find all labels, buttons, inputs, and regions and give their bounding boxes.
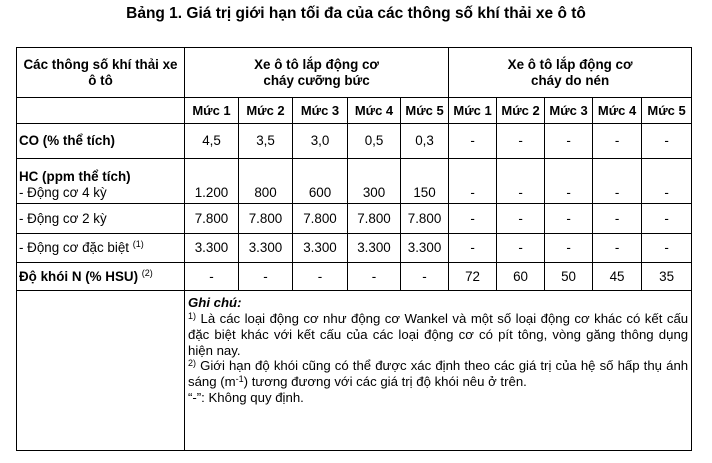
table-cell: - — [593, 159, 642, 204]
table-cell: 7.800 — [239, 204, 293, 234]
table-cell: - — [593, 234, 642, 263]
table-row-hc-special — [17, 234, 692, 263]
table-cell: - — [239, 263, 293, 291]
table-cell: 800 — [239, 159, 293, 204]
footnote-marker: (1) — [132, 239, 144, 250]
table-cell: 3,0 — [293, 124, 348, 159]
table-cell: - — [642, 234, 692, 263]
level-header: Mức 1 — [449, 98, 497, 124]
table-cell: - — [293, 263, 348, 291]
table-row-hc-2stroke — [17, 204, 692, 234]
table-title: Bảng 1. Giá trị giới hạn tối đa của các thông số khí thải xe ô tô — [126, 5, 586, 22]
table-cell: - — [348, 263, 401, 291]
table-cell: 3.300 — [185, 234, 239, 263]
level-header: Mức 4 — [348, 98, 401, 124]
group-header-spark-ignition — [185, 48, 449, 98]
table-cell: - — [401, 263, 449, 291]
table-cell: 0,5 — [348, 124, 401, 159]
table-cell: - — [497, 159, 545, 204]
table-cell: 150 — [401, 159, 449, 204]
table-cell: - — [449, 204, 497, 234]
table-cell: 60 — [497, 263, 545, 291]
table-cell: - — [185, 263, 239, 291]
table-cell: 4,5 — [185, 124, 239, 159]
table-cell: 50 — [545, 263, 593, 291]
table-cell: - — [449, 159, 497, 204]
table-cell: - — [593, 124, 642, 159]
level-header: Mức 1 — [185, 98, 239, 124]
note-2 — [188, 358, 688, 390]
level-header: Mức 5 — [401, 98, 449, 124]
table-cell: 3,5 — [239, 124, 293, 159]
table-cell: - — [642, 204, 692, 234]
empty-header-cell — [17, 98, 185, 124]
table-cell: 3.300 — [293, 234, 348, 263]
note-2-text-a: Giới hạn độ khói cũng có thể được xác định theo các giá trị của hệ số hấp thụ ánh sáng (m — [188, 358, 689, 390]
table-cell: 1.200 — [185, 159, 239, 204]
table-cell: 45 — [593, 263, 642, 291]
table-cell: - — [497, 234, 545, 263]
row-label-co: CO (% thể tích) — [17, 124, 185, 159]
table-cell: - — [497, 204, 545, 234]
header-row-levels — [17, 98, 692, 124]
group-label-line1: Xe ô tô lắp động cơ — [254, 56, 379, 72]
table-cell: - — [545, 234, 593, 263]
notes-title: Ghi chú: — [188, 295, 242, 310]
row-label-hc — [17, 159, 185, 204]
table-cell: 7.800 — [185, 204, 239, 234]
table-cell: 300 — [348, 159, 401, 204]
table-cell: - — [449, 124, 497, 159]
table-row-co — [17, 124, 692, 159]
table-cell: 3.300 — [239, 234, 293, 263]
level-header: Mức 4 — [593, 98, 642, 124]
table-cell: - — [642, 159, 692, 204]
row-label-2stroke: - Động cơ 2 kỳ — [17, 204, 185, 234]
table-cell: - — [449, 234, 497, 263]
hc-group-label: HC (ppm thể tích) — [19, 169, 131, 185]
level-header: Mức 5 — [642, 98, 692, 124]
emission-limits-table — [16, 47, 692, 451]
table-cell: 7.800 — [348, 204, 401, 234]
table-cell: - — [497, 124, 545, 159]
table-row-hc-4stroke — [17, 159, 692, 204]
note-2-superscript: -1 — [235, 374, 244, 385]
table-cell: 0,3 — [401, 124, 449, 159]
row-label-special-engine — [17, 234, 185, 263]
corner-header: Các thông số khí thải xe ô tô — [17, 48, 185, 98]
table-cell: 3.300 — [348, 234, 401, 263]
header-row-groups — [17, 48, 692, 98]
table-cell: - — [545, 124, 593, 159]
table-cell: 35 — [642, 263, 692, 291]
level-header: Mức 2 — [497, 98, 545, 124]
note-1-text: Là các loại động cơ như động cơ Wankel và một số loại động cơ khác có kết cấu đặc biệt khác với kết cấu của các loại động cơ có pít tông, vòng găng thông dụng hiện nay. — [188, 310, 689, 358]
table-cell: - — [593, 204, 642, 234]
note-1 — [188, 311, 688, 359]
table-cell: 3.300 — [401, 234, 449, 263]
notes-empty-cell — [17, 291, 185, 451]
row-label-4stroke: - Động cơ 4 kỳ — [19, 185, 107, 201]
table-cell: 72 — [449, 263, 497, 291]
table-cell: - — [545, 204, 593, 234]
footnote-marker: (2) — [141, 267, 153, 278]
group-label-line2: cháy do nén — [531, 72, 610, 88]
group-label-line2: cháy cưỡng bức — [263, 72, 370, 88]
level-header: Mức 3 — [545, 98, 593, 124]
group-label-line1: Xe ô tô lắp động cơ — [507, 56, 633, 72]
row-label-smoke — [17, 263, 185, 291]
table-row-smoke — [17, 263, 692, 291]
level-header: Mức 2 — [239, 98, 293, 124]
note-2-marker: 2) — [188, 358, 197, 369]
note-3: “-”: Không quy định. — [188, 390, 304, 406]
table-cell: 7.800 — [401, 204, 449, 234]
table-cell: 7.800 — [293, 204, 348, 234]
table-cell: - — [642, 124, 692, 159]
note-2-text-b: ) tương đương với các giá trị độ khói nêu ở trên. — [243, 374, 527, 390]
level-header: Mức 3 — [293, 98, 348, 124]
note-1-marker: 1) — [188, 310, 197, 321]
table-cell: 600 — [293, 159, 348, 204]
row-label-text: Độ khói N (% HSU) — [19, 268, 139, 284]
table-cell: - — [545, 159, 593, 204]
group-header-compression-ignition — [449, 48, 692, 98]
notes-row — [17, 291, 692, 451]
row-label-text: - Động cơ đặc biệt — [19, 240, 130, 256]
notes-cell — [185, 291, 692, 451]
